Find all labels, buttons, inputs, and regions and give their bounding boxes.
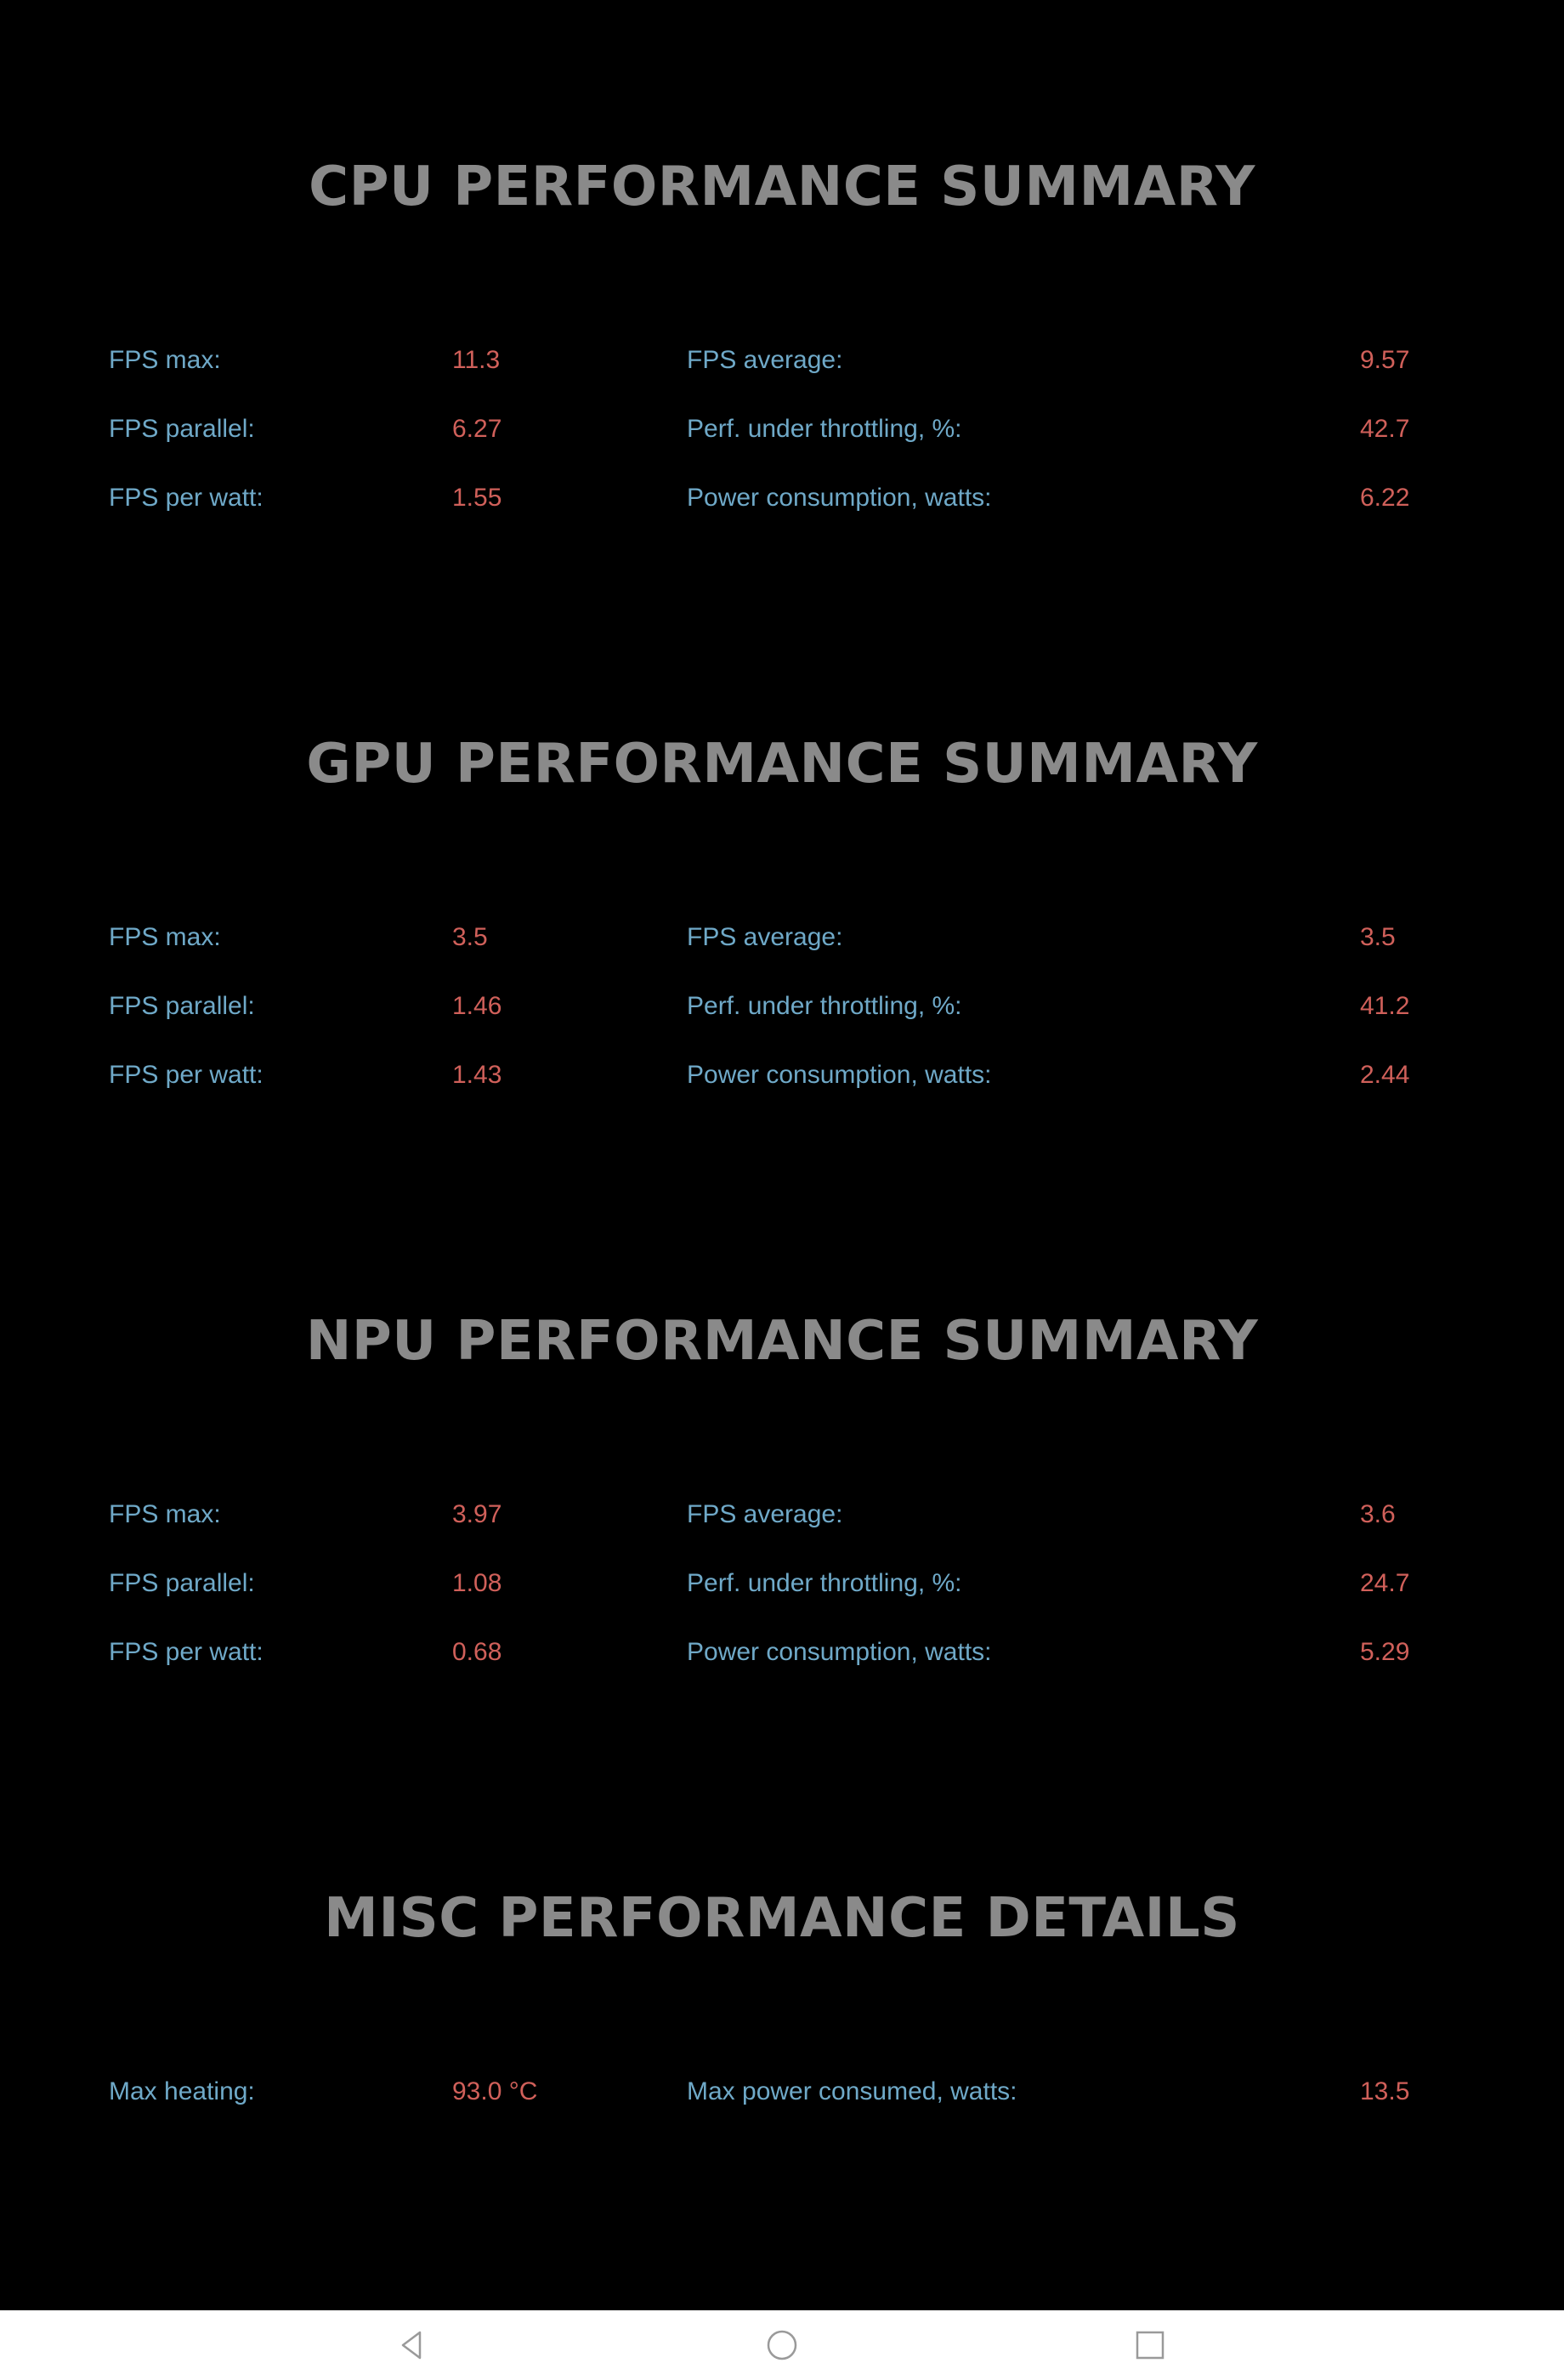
cpu-throttling-label: Perf. under throttling, %: <box>687 415 962 443</box>
npu-fps-parallel-label: FPS parallel: <box>109 1569 255 1597</box>
cpu-power-value: 6.22 <box>1360 484 1410 512</box>
navigation-bar <box>0 2310 1564 2380</box>
cpu-power-label: Power consumption, watts: <box>687 484 992 512</box>
cpu-fps-max-label: FPS max: <box>109 346 221 374</box>
max-heating-label: Max heating: <box>109 2077 255 2105</box>
npu-power-value: 5.29 <box>1360 1638 1410 1666</box>
gpu-fps-max-label: FPS max: <box>109 923 221 951</box>
misc-section-title: MISC PERFORMANCE DETAILS <box>324 1887 1240 1950</box>
npu-fps-max-value: 3.97 <box>452 1500 502 1528</box>
gpu-throttling-label: Perf. under throttling, %: <box>687 992 962 1020</box>
cpu-throttling-value: 42.7 <box>1360 415 1410 443</box>
recents-button[interactable] <box>1130 2326 1170 2365</box>
npu-section-title: NPU PERFORMANCE SUMMARY <box>305 1310 1259 1373</box>
npu-fps-average-label: FPS average: <box>687 1500 843 1528</box>
max-power-label: Max power consumed, watts: <box>687 2077 1017 2105</box>
gpu-power-label: Power consumption, watts: <box>687 1061 992 1089</box>
npu-throttling-label: Perf. under throttling, %: <box>687 1569 962 1597</box>
gpu-power-value: 2.44 <box>1360 1061 1410 1089</box>
gpu-section-title: GPU PERFORMANCE SUMMARY <box>306 733 1258 796</box>
max-heating-value: 93.0 °C <box>452 2077 538 2105</box>
back-button[interactable] <box>393 2326 432 2365</box>
home-circle-icon <box>762 2326 802 2365</box>
cpu-section-title: CPU PERFORMANCE SUMMARY <box>309 156 1255 218</box>
gpu-fps-average-label: FPS average: <box>687 923 843 951</box>
home-button[interactable] <box>762 2326 802 2365</box>
npu-fps-parallel-value: 1.08 <box>452 1569 502 1597</box>
gpu-fps-parallel-label: FPS parallel: <box>109 992 255 1020</box>
gpu-fps-parallel-value: 1.46 <box>452 992 502 1020</box>
back-triangle-icon <box>393 2326 432 2365</box>
gpu-fps-max-value: 3.5 <box>452 923 488 951</box>
gpu-fps-per-watt-label: FPS per watt: <box>109 1061 264 1089</box>
cpu-fps-average-value: 9.57 <box>1360 346 1410 374</box>
gpu-throttling-value: 41.2 <box>1360 992 1410 1020</box>
npu-fps-average-value: 3.6 <box>1360 1500 1396 1528</box>
recents-square-icon <box>1130 2326 1170 2365</box>
npu-throttling-value: 24.7 <box>1360 1569 1410 1597</box>
cpu-fps-parallel-value: 6.27 <box>452 415 502 443</box>
gpu-fps-per-watt-value: 1.43 <box>452 1061 502 1089</box>
npu-fps-per-watt-value: 0.68 <box>452 1638 502 1666</box>
npu-fps-per-watt-label: FPS per watt: <box>109 1638 264 1666</box>
npu-fps-max-label: FPS max: <box>109 1500 221 1528</box>
cpu-fps-per-watt-label: FPS per watt: <box>109 484 264 512</box>
cpu-fps-per-watt-value: 1.55 <box>452 484 502 512</box>
gpu-fps-average-value: 3.5 <box>1360 923 1396 951</box>
npu-power-label: Power consumption, watts: <box>687 1638 992 1666</box>
cpu-fps-max-value: 11.3 <box>452 346 501 374</box>
max-power-value: 13.5 <box>1360 2077 1410 2105</box>
cpu-fps-parallel-label: FPS parallel: <box>109 415 255 443</box>
cpu-fps-average-label: FPS average: <box>687 346 843 374</box>
